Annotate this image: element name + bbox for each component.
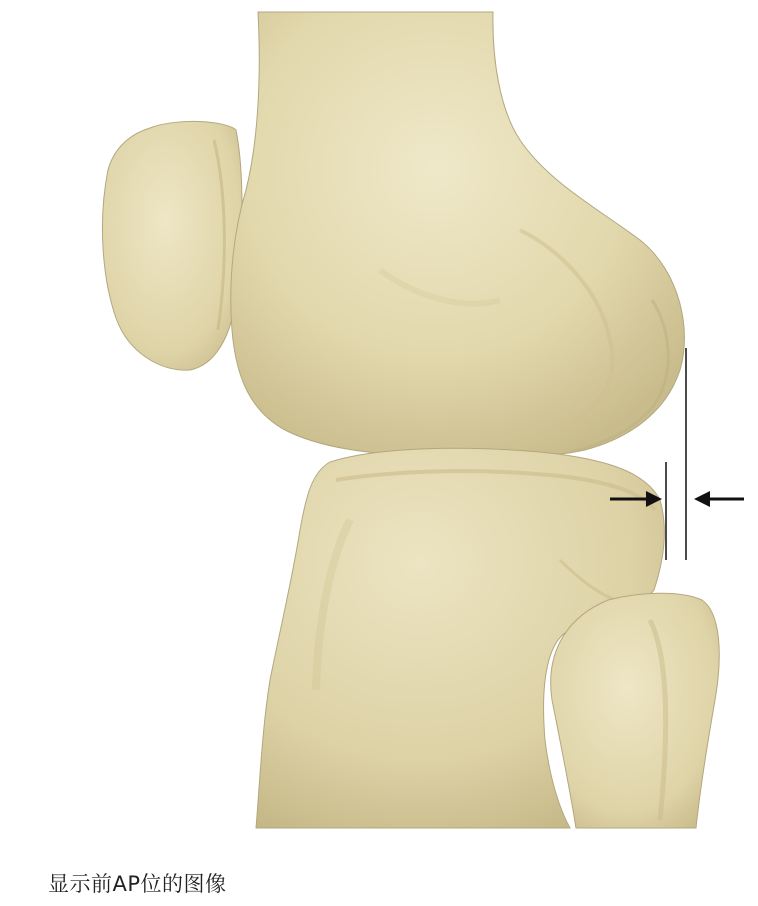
patella-bone-icon [102, 121, 242, 370]
femur-bone-icon [231, 12, 685, 458]
fibula-bone-icon [551, 593, 720, 828]
left-pointing-arrow-icon [694, 491, 744, 507]
figure-caption: 显示前AP位的图像 [48, 872, 227, 896]
